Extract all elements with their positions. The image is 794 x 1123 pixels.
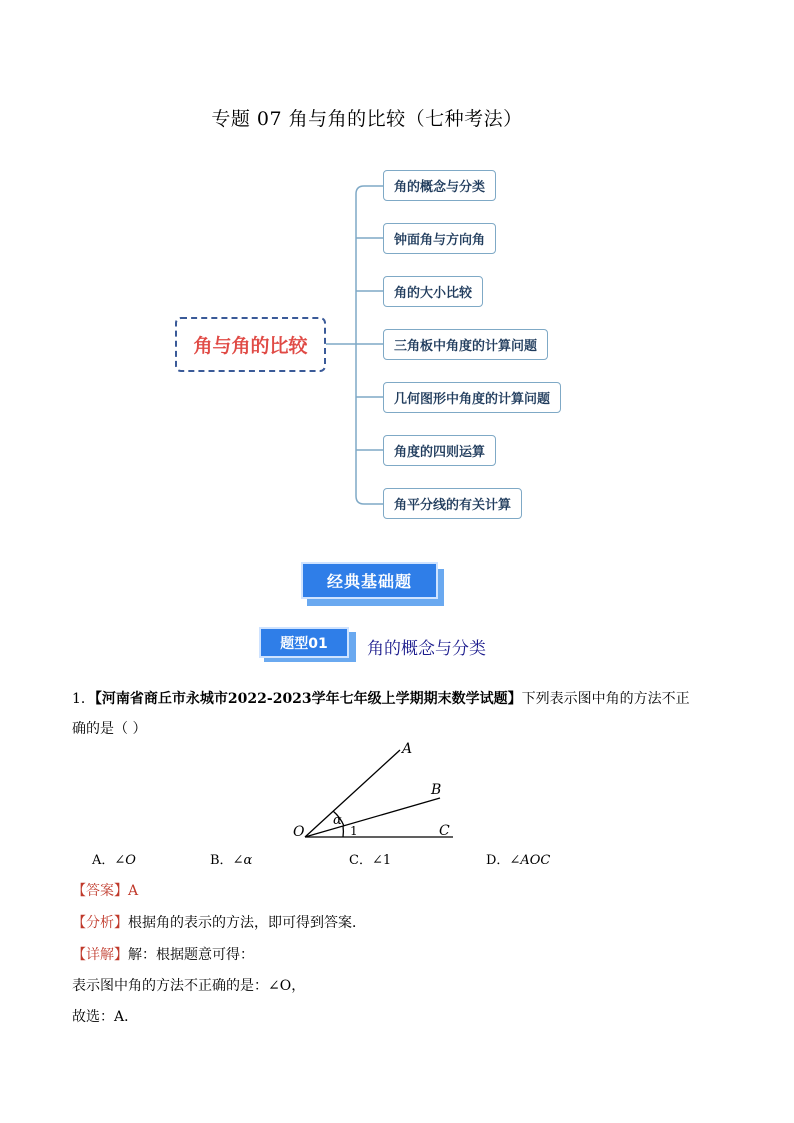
solution-line-2	[72, 1006, 138, 1026]
label-O: O	[293, 824, 305, 840]
analysis-line	[72, 912, 366, 932]
option-d[interactable]	[486, 849, 550, 868]
question-text	[72, 684, 712, 744]
label-C: C	[439, 823, 450, 839]
label-B: B	[431, 782, 442, 798]
mindmap-branch-4: 三角板中角度的计算问题	[383, 329, 548, 360]
label-alpha: α	[333, 813, 342, 828]
mindmap-branch-2: 钟面角与方向角	[383, 223, 496, 254]
option-b[interactable]	[210, 849, 252, 868]
option-a-letter: A．	[92, 853, 115, 868]
question-text-part1: 下列表示图中角的方法不正	[521, 691, 690, 707]
mindmap-branch-5: 几何图形中角度的计算问题	[383, 382, 561, 413]
mindmap-branch-1: 角的概念与分类	[383, 170, 496, 201]
mindmap-branch-3: 角的大小比较	[383, 276, 483, 307]
question-type-tag: 题型01	[259, 627, 349, 658]
solution-prefix: 故选：	[72, 1009, 114, 1025]
analysis-label: 【分析】	[72, 915, 128, 931]
ray-OB	[305, 798, 440, 837]
answer-line	[72, 880, 138, 900]
analysis-text: 根据角的表示的方法，即可得到答案．	[128, 915, 366, 931]
mindmap-branch-7: 角平分线的有关计算	[383, 488, 522, 519]
page-title: 专题 07 角与角的比较（七种考法）	[211, 108, 523, 130]
angle-figure	[288, 736, 468, 846]
option-c-letter: C．	[349, 853, 372, 868]
question-line-2: 确的是（ ）	[72, 721, 147, 737]
option-b-value: ∠α	[232, 853, 253, 868]
option-b-letter: B．	[210, 853, 233, 868]
answer-label: 【答案】	[72, 883, 128, 899]
option-c-value: ∠1	[371, 853, 392, 868]
detail-line	[72, 944, 254, 964]
label-A: A	[402, 741, 413, 757]
option-d-letter: D．	[486, 853, 510, 868]
question-number: 1．	[72, 691, 95, 707]
detail-text: 解：根据题意可得：	[128, 947, 254, 963]
solution-value: A．	[114, 1009, 139, 1025]
section-banner: 经典基础题	[301, 562, 438, 599]
mindmap-branch-6: 角度的四则运算	[383, 435, 496, 466]
label-one: 1	[350, 824, 358, 838]
option-a-value: ∠O	[114, 853, 136, 868]
detail-label: 【详解】	[72, 947, 128, 963]
option-a[interactable]	[92, 849, 136, 868]
mindmap-center-node: 角与角的比较	[175, 317, 326, 372]
option-d-value: ∠AOC	[509, 853, 551, 868]
solution-line-1: 表示图中角的方法不正确的是：∠O，	[72, 978, 306, 994]
answer-value: A	[128, 883, 139, 899]
question-line-1	[72, 684, 712, 714]
option-c[interactable]	[349, 849, 391, 868]
question-type-title: 角的概念与分类	[367, 639, 486, 659]
question-source: 【河南省商丘市永城市2022-2023学年七年级上学期期末数学试题】	[94, 691, 522, 707]
